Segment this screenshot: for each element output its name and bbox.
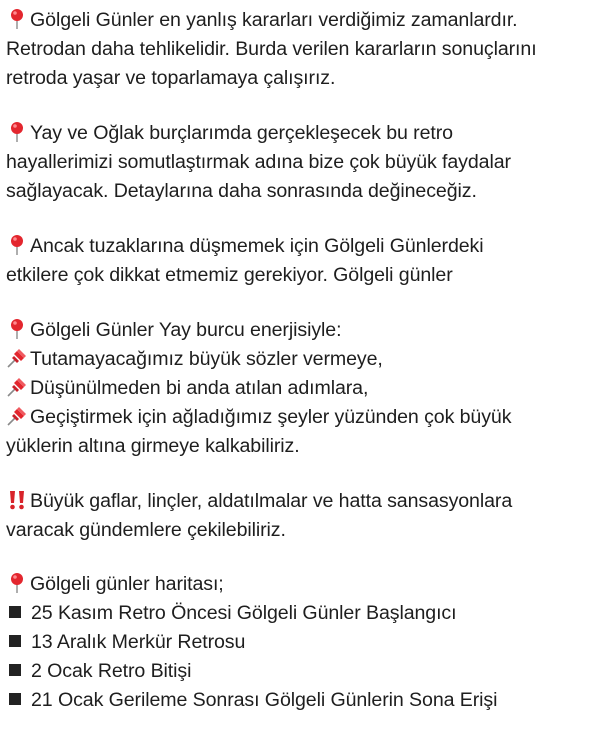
paragraph-5-line-2: varacak gündemlere çekilebiliriz. — [6, 519, 286, 541]
pushpin-icon — [6, 347, 28, 369]
paragraph-spacer — [6, 93, 596, 119]
paragraph-1-line-2: Retrodan daha tehlikelidir. Burda verilen kararların sonuçlarını — [6, 38, 537, 60]
paragraph-4-line-3: Düşünülmeden bi anda atılan adımlara, — [6, 374, 596, 403]
paragraph-4-line-5: yüklerin altına girmeye kalkabiliriz. — [6, 435, 300, 457]
paragraph-spacer — [6, 461, 596, 487]
paragraph-5-line-1: Büyük gaflar, linçler, aldatılmalar ve hatta sansasyonlara — [6, 487, 596, 516]
paragraph-spacer — [6, 206, 596, 232]
round-pushpin-icon — [6, 318, 28, 340]
list-item: 2 Ocak Retro Bitişi — [6, 657, 596, 686]
list-item: 21 Ocak Gerileme Sonrası Gölgeli Günlerin Sona Erişi — [6, 686, 596, 715]
round-pushpin-icon — [6, 121, 28, 143]
black-square-bullet-icon — [9, 635, 21, 647]
round-pushpin-icon — [6, 8, 28, 30]
pushpin-icon — [6, 405, 28, 427]
paragraph-3-line-2: etkilere çok dikkat etmemiz gerekiyor. Gölgeli günler — [6, 264, 453, 286]
paragraph-2-line-2: hayallerimizi somutlaştırmak adına bize çok büyük faydalar — [6, 151, 511, 173]
list-item: 25 Kasım Retro Öncesi Gölgeli Günler Başlangıcı — [6, 599, 596, 628]
paragraph-6-heading: Gölgeli günler haritası; — [6, 570, 596, 599]
paragraph-2-line-3: sağlayacak. Detaylarına daha sonrasında değineceğiz. — [6, 180, 477, 202]
document — [6, 6, 596, 715]
paragraph-spacer — [6, 290, 596, 316]
round-pushpin-icon — [6, 234, 28, 256]
paragraph-1-line-1: Gölgeli Günler en yanlış kararları verdiğimiz zamanlardır. — [6, 6, 596, 35]
paragraph-4-line-4: Geçiştirmek için ağladığımız şeyler yüzünden çok büyük — [6, 403, 596, 432]
round-pushpin-icon — [6, 572, 28, 594]
list-item: 13 Aralık Merkür Retrosu — [6, 628, 596, 657]
paragraph-3-line-1: Ancak tuzaklarına düşmemek için Gölgeli Günlerdeki — [6, 232, 596, 261]
paragraph-spacer — [6, 545, 596, 570]
paragraph-4-line-2: Tutamayacağımız büyük sözler vermeye, — [6, 345, 596, 374]
black-square-bullet-icon — [9, 664, 21, 676]
paragraph-2-line-1: Yay ve Oğlak burçlarımda gerçekleşecek bu retro — [6, 119, 596, 148]
black-square-bullet-icon — [9, 606, 21, 618]
paragraph-1-line-3: retroda yaşar ve toparlamaya çalışırız. — [6, 67, 336, 89]
black-square-bullet-icon — [9, 693, 21, 705]
pushpin-icon — [6, 376, 28, 398]
paragraph-4-line-1: Gölgeli Günler Yay burcu enerjisiyle: — [6, 316, 596, 345]
double-exclamation-icon — [6, 489, 28, 511]
